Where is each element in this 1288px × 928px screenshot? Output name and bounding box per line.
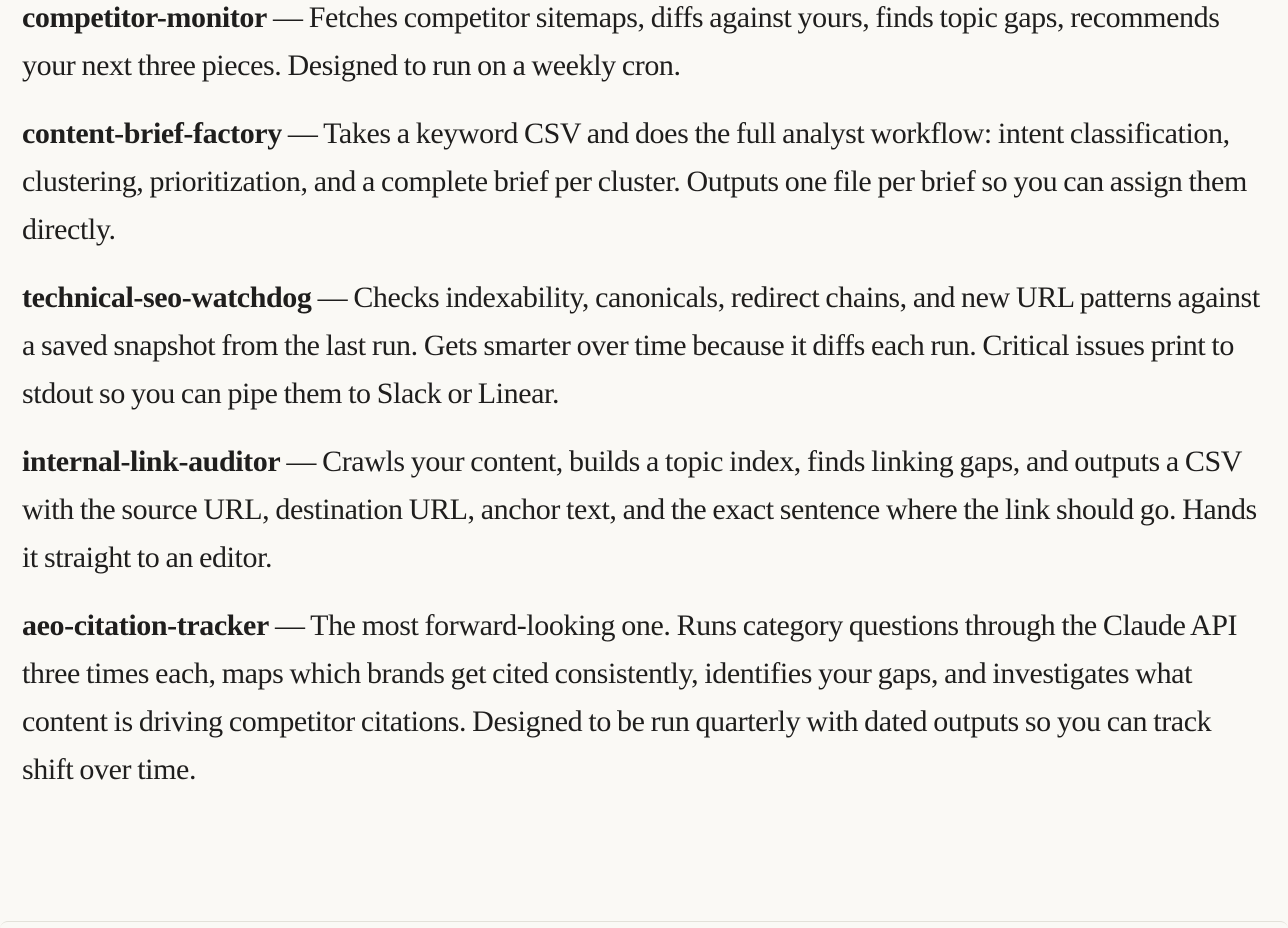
tool-description-competitor-monitor bbox=[22, 0, 1262, 90]
message-content bbox=[22, 0, 1262, 814]
separator: — bbox=[266, 1, 309, 34]
tool-description-content-brief-factory bbox=[22, 110, 1262, 254]
tool-description-text: Crawls your content, builds a topic index, finds linking gaps, and outputs a CSV with the source URL, destination URL, anchor text, and the exact sentence where the link should go. Hands it straight to an editor. bbox=[22, 445, 1257, 574]
tool-description-aeo-citation-tracker bbox=[22, 602, 1262, 794]
tool-name: aeo-citation-tracker bbox=[22, 609, 269, 642]
tool-name: technical-seo-watchdog bbox=[22, 281, 312, 314]
tool-description-text: Checks indexability, canonicals, redirect chains, and new URL patterns against a saved snapshot from the last run. Gets smarter over time because it diffs each run. Critical issues print to stdout so you can pipe them to Slack or Linear. bbox=[22, 281, 1260, 410]
separator: — bbox=[268, 609, 311, 642]
tool-name: internal-link-auditor bbox=[22, 445, 281, 478]
tool-description-internal-link-auditor bbox=[22, 438, 1262, 582]
separator: — bbox=[311, 281, 354, 314]
tool-description-technical-seo-watchdog bbox=[22, 274, 1262, 418]
tool-name: content-brief-factory bbox=[22, 117, 282, 150]
input-box-edge bbox=[0, 921, 1288, 928]
separator: — bbox=[280, 445, 323, 478]
tool-description-text: Takes a keyword CSV and does the full analyst workflow: intent classification, clustering, prioritization, and a complete brief per cluster. Outputs one file per brief so you can assign them directly. bbox=[22, 117, 1247, 246]
tool-description-text: Fetches competitor sitemaps, diffs against yours, finds topic gaps, recommends your next three pieces. Designed to run on a weekly cron. bbox=[22, 1, 1220, 82]
separator: — bbox=[281, 117, 324, 150]
tool-name: competitor-monitor bbox=[22, 1, 267, 34]
tool-description-text: The most forward-looking one. Runs category questions through the Claude API three times each, maps which brands get cited consistently, identifies your gaps, and investigates what content is driving competitor citations. Designed to be run quarterly with dated outputs so you can track shift over time. bbox=[22, 609, 1238, 786]
